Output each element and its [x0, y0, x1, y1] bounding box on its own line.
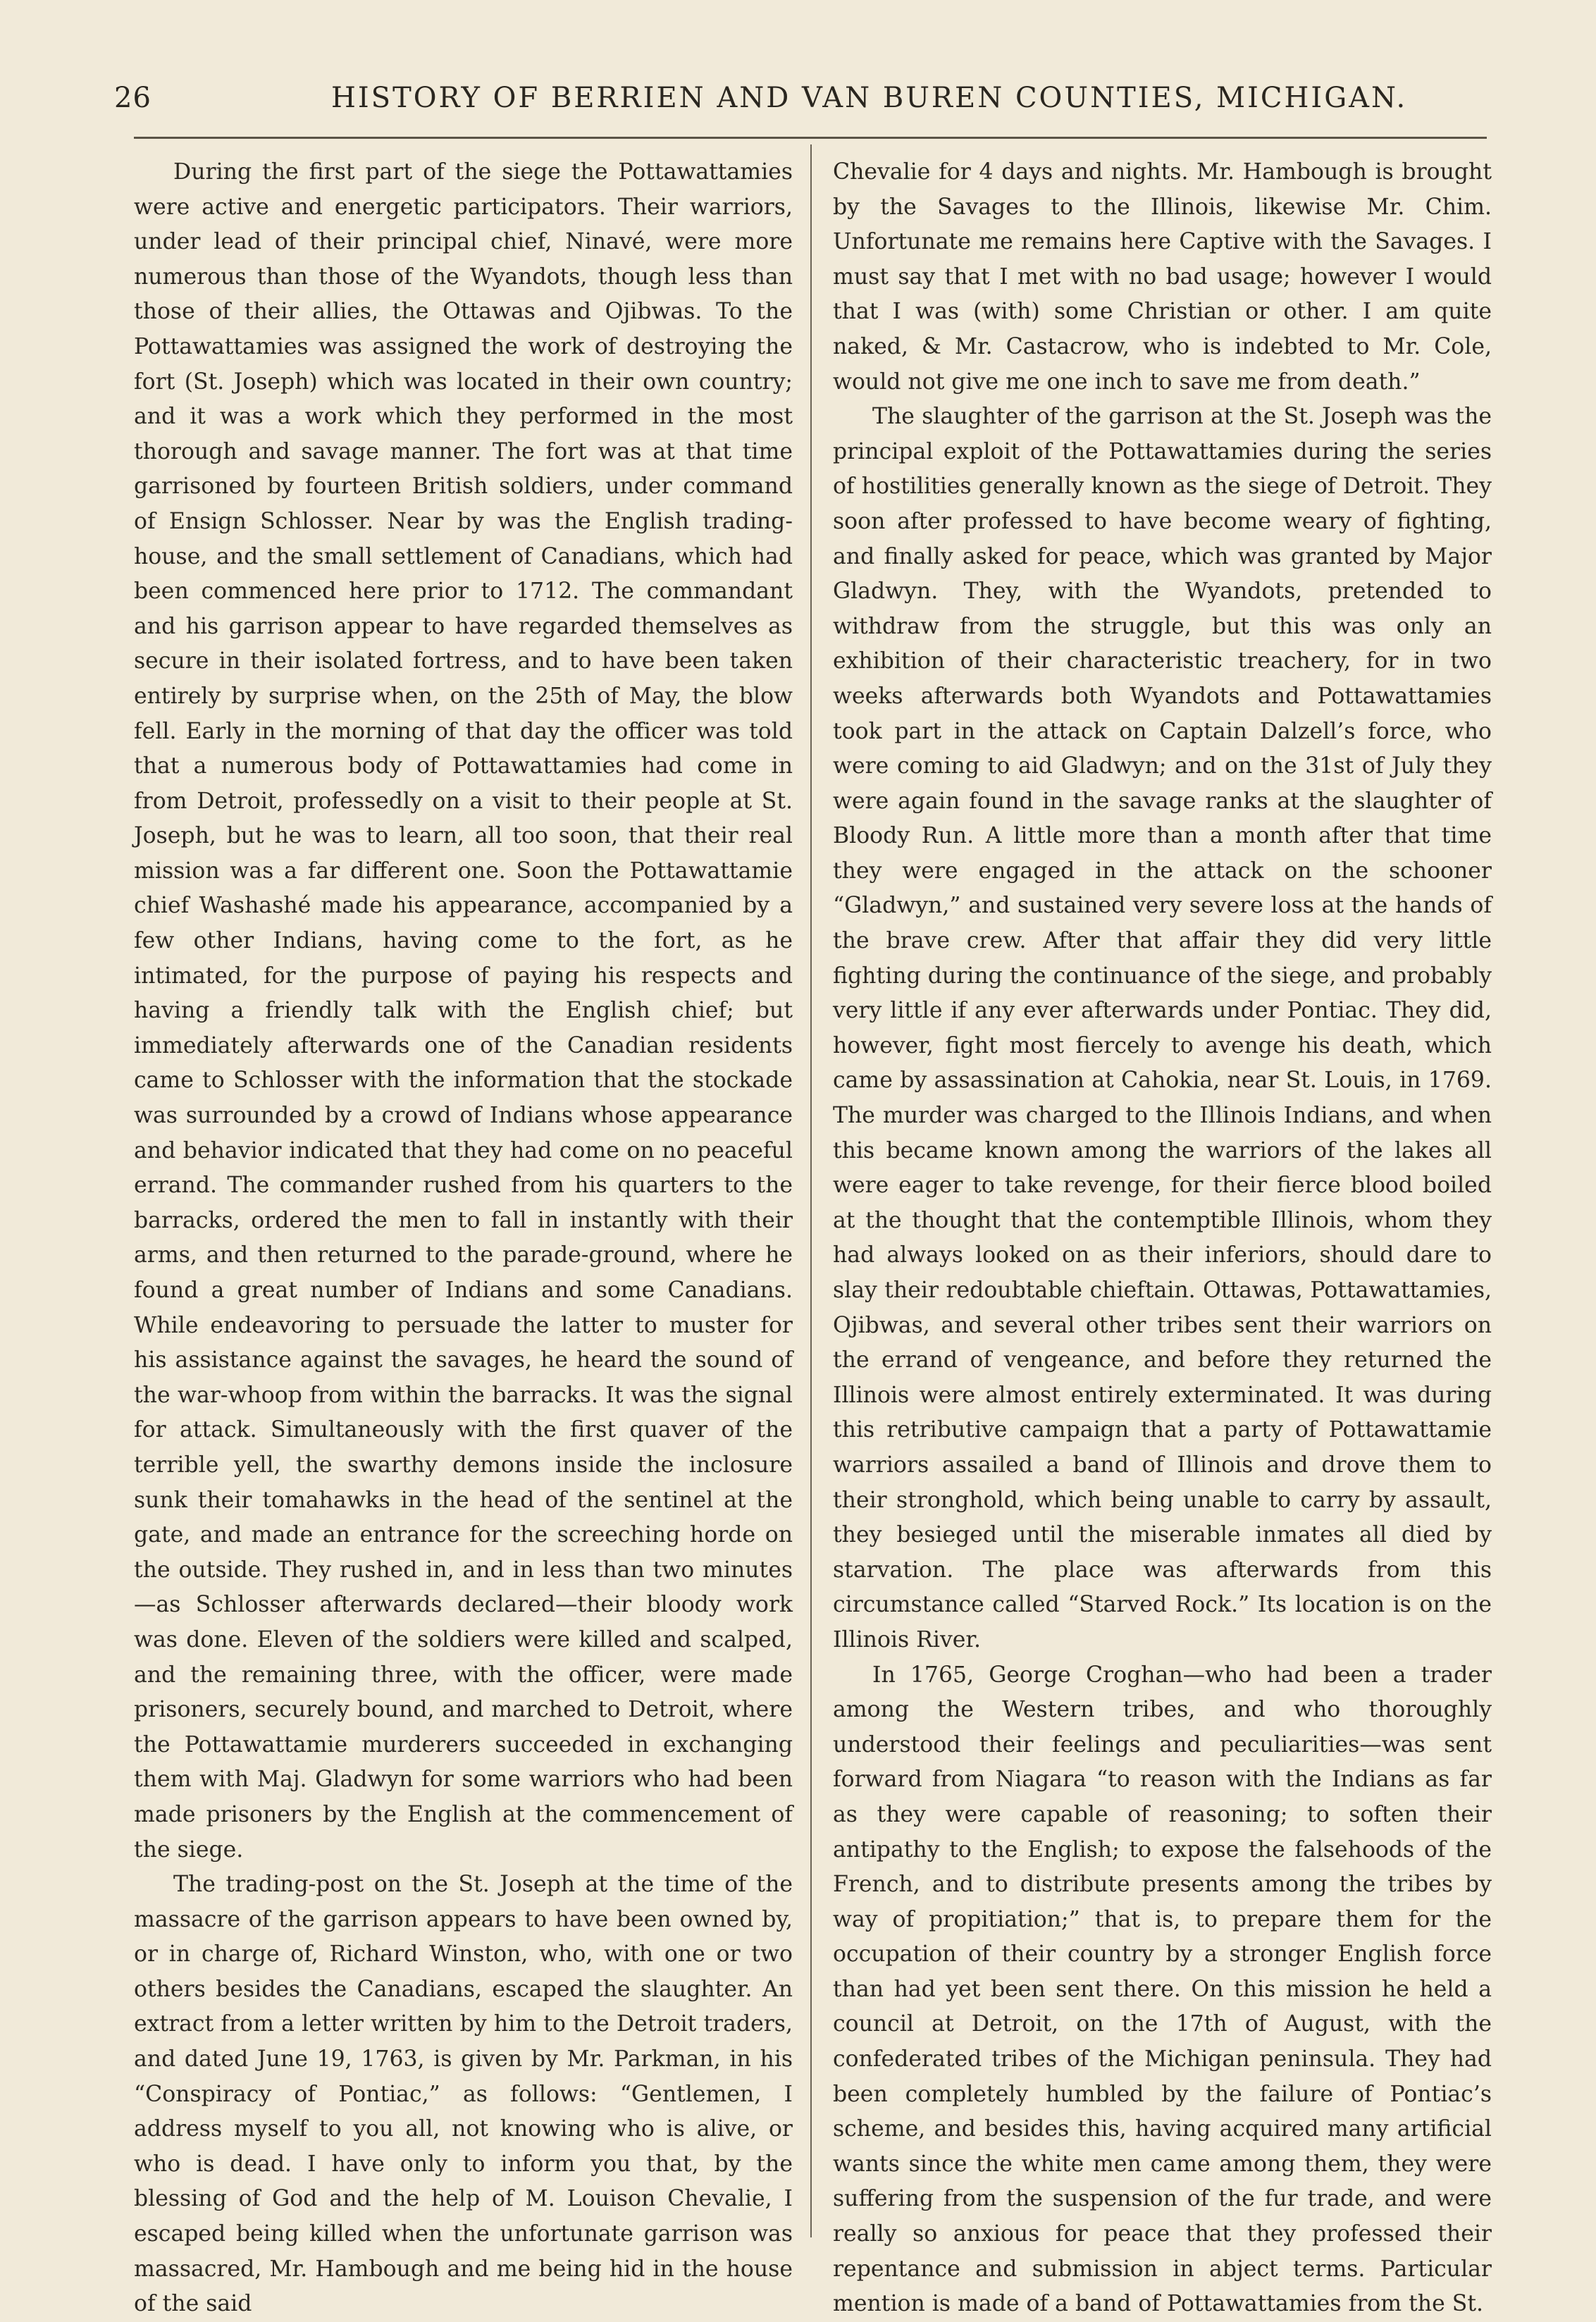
paragraph-continued: Chevalie for 4 days and nights. Mr. Hambough is brought by the Savages to the Illinois, likewise Mr. Chim. Unfortunate me remains here Captive with the Savages. I must say that I met with no bad usage; however I would that I was (with) some Christian or other. I am quite naked, & Mr. Castacrow, who is indebted to Mr. Cole, would not give me one inch to save me from death.”	[833, 159, 1492, 395]
paragraph: In 1765, George Croghan—who had been a trader among the Western tribes, and who thoroughly understood their feelings and peculiarities—was sent forward from Niagara “to reason with the Indians as far as they were capable of reasoning; to soften their antipathy to the English; to expose the falsehoods of the French, and to distribute presents among the tribes by way of propitiation;” that is, to prepare them for the occupation of their country by a stronger English force than had yet been sent there. On this mission he held a council at Detroit, on the 17th of August, with the confederated tribes of the Michigan peninsula. They had been completely humbled by the failure of Pontiac’s scheme, and besides this, having acquired many artificial wants since the white men came among them, they were suffering from the suspension of the fur trade, and were really so anxious for peace that they professed their repentance and submission in abject terms. Particular mention is made of a band of Pottawattamies from the St.	[833, 1662, 1492, 2317]
paragraph: The trading-post on the St. Joseph at the time of the massacre of the garrison appears to have been owned by, or in charge of, Richard Winston, who, with one or two others besides the Canadians, escaped the slaughter. An extract from a letter written by him to the Detroit traders, and dated June 19, 1763, is given by Mr. Parkman, in his “Conspiracy of Pontiac,” as follows: “Gentlemen, I address myself to you all, not knowing who is alive, or who is dead. I have only to inform you that, by the blessing of God and the help of M. Louison Chevalie, I escaped being killed when the unfortunate garrison was massacred, Mr. Hambough and me being hid in the house of the said	[134, 1872, 793, 2317]
paragraph: During the first part of the siege the Pottawattamies were active and energetic participators. Their warriors, under lead of their principal chief, Ninavé, were more numerous than those of the Wyandots, though less than those of their allies, the Ottawas and Ojibwas. To the Pottawattamies was assigned the work of destroying the fort (St. Joseph) which was located in their own country; and it was a work which they performed in the most thorough and savage manner. The fort was at that time garrisoned by fourteen British soldiers, under command of Ensign Schlosser. Near by was the English trading-house, and the small settlement of Canadians, which had been commenced here prior to 1712. The commandant and his garrison appear to have regarded themselves as secure in their isolated fortress, and to have been taken entirely by surprise when, on the 25th of May, the blow fell. Early in the morning of that day the officer was told that a numerous body of Pottawattamies had come in from Detroit, professedly on a visit to their people at St. Joseph, but he was to learn, all too soon, that their real mission was a far different one. Soon the Pottawattamie chief Washashé made his appearance, accompanied by a few other Indians, having come to the fort, as he intimated, for the purpose of paying his respects and having a friendly talk with the English chief; but immediately afterwards one of the Canadian residents came to Schlosser with the information that the stockade was surrounded by a crowd of Indians whose appearance and behavior indicated that they had come on no peaceful errand. The commander rushed from his quarters to the barracks, ordered the men to fall in instantly with their arms, and then returned to the parade-ground, where he found a great number of Indians and some Canadians. While endeavoring to persuade the latter to muster for his assistance against the savages, he heard the sound of the war-whoop from within the barracks. It was the signal for attack. Simultaneously with the first quaver of the terrible yell, the swarthy demons inside the inclosure sunk their tomahawks in the head of the sentinel at the gate, and made an entrance for the screeching horde on the outside. They rushed in, and in less than two minutes—as Schlosser afterwards declared—their bloody work was done. Eleven of the soldiers were killed and scalped, and the remaining three, with the officer, were made prisoners, securely bound, and marched to Detroit, where the Pottawattamie murderers succeeded in exchanging them with Maj. Gladwyn for some warriors who had been made prisoners by the English at the commencement of the siege.	[134, 159, 793, 1863]
left-column	[134, 155, 793, 2317]
header-rule	[134, 137, 1487, 139]
paragraph: The slaughter of the garrison at the St. Joseph was the principal exploit of the Pottawattamies during the series of hostilities generally known as the siege of Detroit. They soon after professed to have become weary of fighting, and finally asked for peace, which was granted by Major Gladwyn. They, with the Wyandots, pretended to withdraw from the struggle, but this was only an exhibition of their characteristic treachery, for in two weeks afterwards both Wyandots and Pottawattamies took part in the attack on Captain Dalzell’s force, who were coming to aid Gladwyn; and on the 31st of July they were again found in the savage ranks at the slaughter of Bloody Run. A little more than a month after that time they were engaged in the attack on the schooner “Gladwyn,” and sustained very severe loss at the hands of the brave crew. After that affair they did very little fighting during the continuance of the siege, and probably very little if any ever afterwards under Pontiac. They did, however, fight most fiercely to avenge his death, which came by assassination at Cahokia, near St. Louis, in 1769. The murder was charged to the Illinois Indians, and when this became known among the warriors of the lakes all were eager to take revenge, for their fierce blood boiled at the thought that the contemptible Illinois, whom they had always looked on as their inferiors, should dare to slay their redoubtable chieftain. Ottawas, Pottawattamies, Ojibwas, and several other tribes sent their warriors on the errand of vengeance, and before they returned the Illinois were almost entirely exterminated. It was during this retributive campaign that a party of Pottawattamie warriors assailed a band of Illinois and drove them to their stronghold, which being unable to carry by assault, they besieged until the miserable inmates all died by starvation. The place was afterwards from this circumstance called “Starved Rock.” Its location is on the Illinois River.	[833, 404, 1492, 1653]
page-number: 26	[114, 82, 151, 114]
page-header	[106, 78, 1508, 120]
right-column	[833, 155, 1492, 2317]
column-divider	[810, 144, 812, 2237]
running-title: HISTORY OF BERRIEN AND VAN BUREN COUNTIES, MICHIGAN.	[331, 82, 1408, 114]
